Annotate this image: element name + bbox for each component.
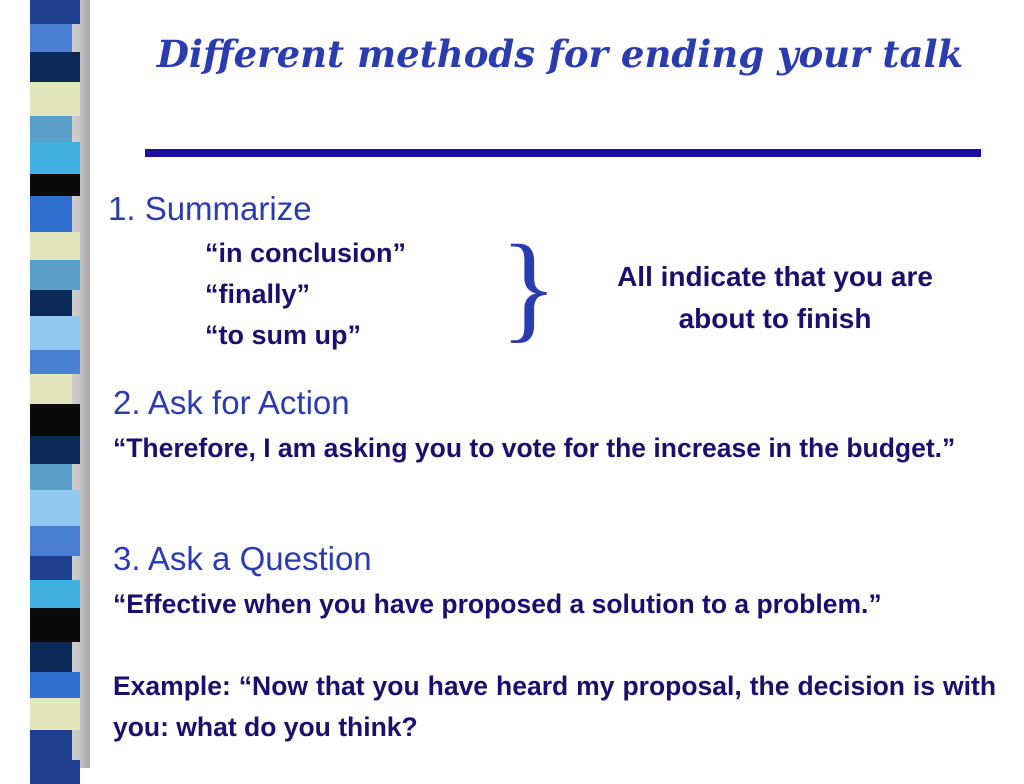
section-3-quote: “Effective when you have proposed a solution to a problem.” xyxy=(113,589,882,619)
stripe-block xyxy=(30,174,80,196)
section-3-example: Example: “Now that you have heard my proposal, the decision is with you: what do you think? xyxy=(113,671,996,742)
phrase-finally: “finally” xyxy=(205,279,311,309)
stripe-block xyxy=(30,730,72,760)
section-1-heading: 1. Summarize xyxy=(108,190,312,227)
decorative-side-stripe xyxy=(0,0,90,768)
stripe-block xyxy=(30,556,72,580)
stripe-block xyxy=(30,116,72,142)
stripe-block xyxy=(30,196,72,232)
stripe-block xyxy=(30,0,80,24)
stripe-block xyxy=(30,608,80,642)
stripe-block xyxy=(30,698,80,730)
stripe-block xyxy=(30,142,80,174)
section-2-heading: 2. Ask for Action xyxy=(113,384,350,421)
phrase-to-sum-up: “to sum up” xyxy=(205,320,361,350)
stripe-block xyxy=(30,260,80,290)
stripe-block xyxy=(30,82,80,116)
stripe-block xyxy=(30,350,80,374)
stripe-block xyxy=(30,672,80,698)
phrase-in-conclusion: “in conclusion” xyxy=(205,238,407,268)
stripe-block xyxy=(30,464,72,490)
stripe-block xyxy=(30,374,72,404)
stripe-block xyxy=(30,24,72,52)
slide-title: Different methods for ending your talk xyxy=(156,32,964,76)
stripe-block xyxy=(30,436,80,464)
stripe-block xyxy=(30,642,72,672)
stripe-block xyxy=(30,316,80,350)
stripe-block xyxy=(30,526,80,556)
section-2-quote: “Therefore, I am asking you to vote for the increase in the budget.” xyxy=(113,433,956,463)
stripe-block xyxy=(30,52,80,82)
stripe-block xyxy=(30,232,80,260)
summary-note: All indicate that you are about to finish xyxy=(617,261,933,334)
stripe-block xyxy=(30,404,80,436)
stripe-block xyxy=(30,490,80,526)
grouping-brace: } xyxy=(500,220,558,353)
section-3-heading: 3. Ask a Question xyxy=(113,540,372,577)
stripe-block xyxy=(30,580,80,608)
stripe-block xyxy=(30,760,80,784)
stripe-bars xyxy=(30,0,80,768)
stripe-block xyxy=(30,290,72,316)
title-underline xyxy=(145,149,981,157)
